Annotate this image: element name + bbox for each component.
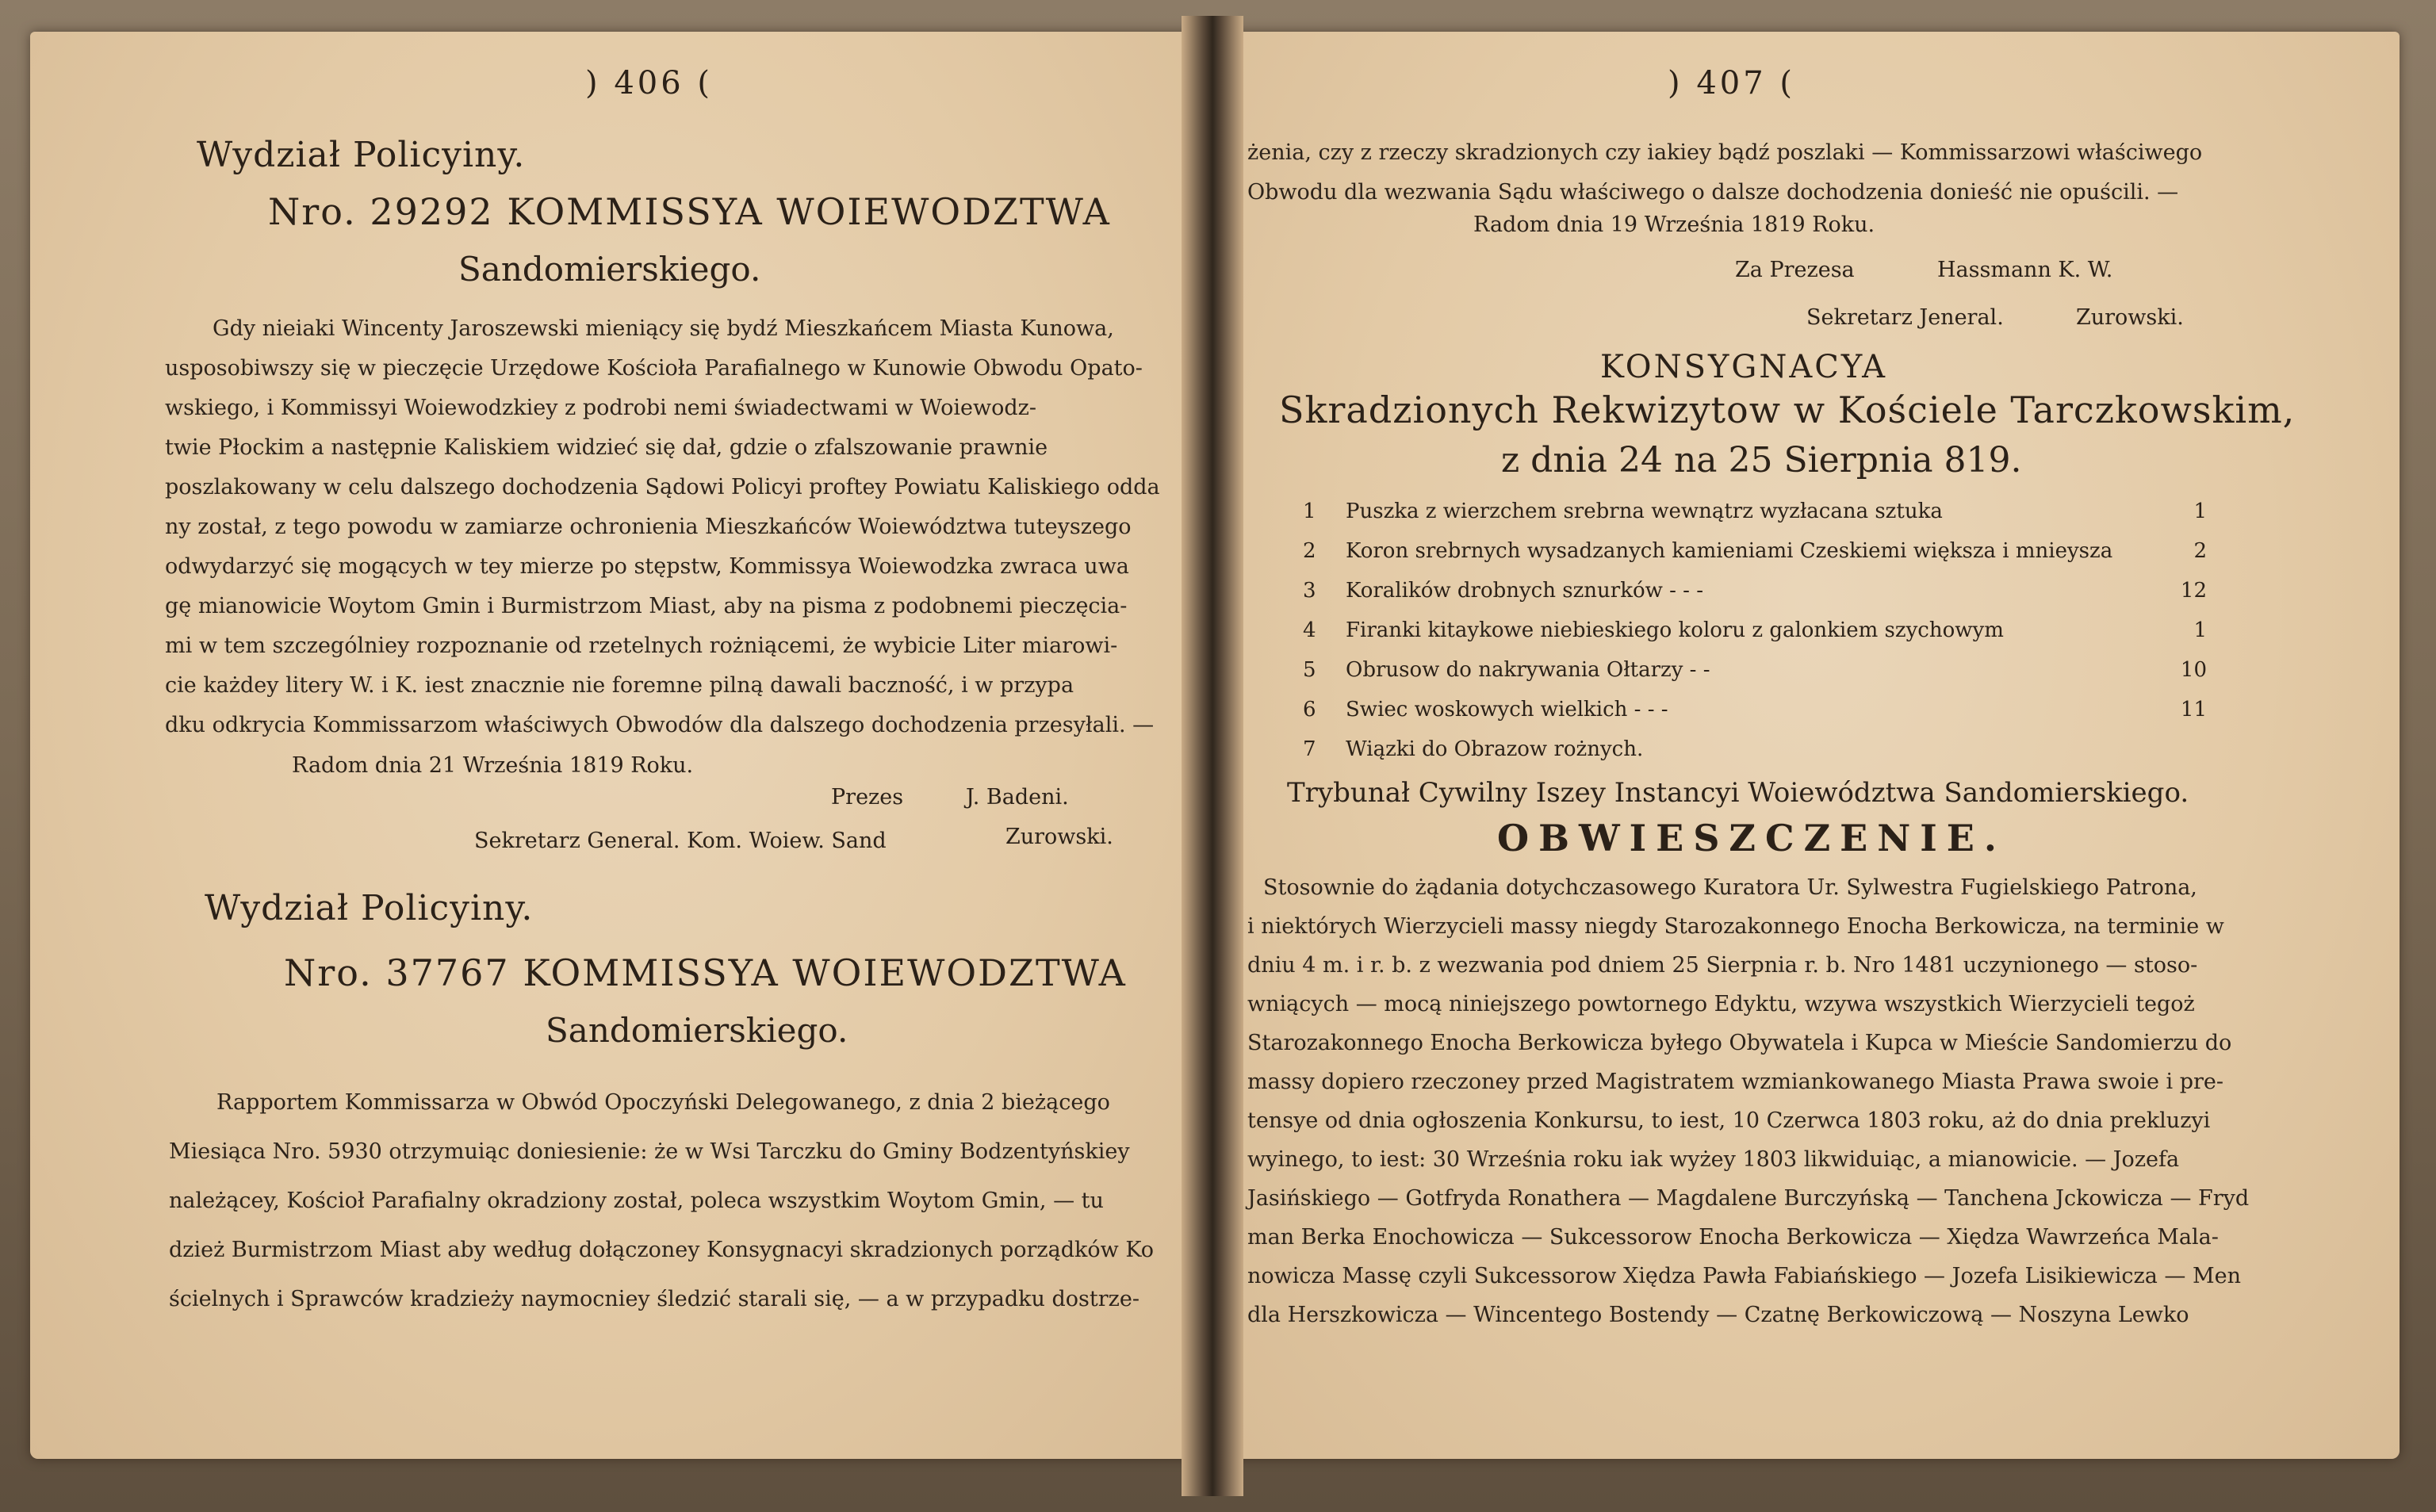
item-quantity: 11 bbox=[2180, 698, 2207, 722]
body-line: massy dopiero rzeczoney przed Magistratem wzmiankowanego Miasta Prawa swoie i pre- bbox=[1247, 1070, 2224, 1094]
list-item bbox=[1303, 500, 2207, 539]
body-line: Stosownie do żądania dotychczasowego Kuratora Ur. Sylwestra Fugielskiego Patrona, bbox=[1263, 875, 2197, 900]
secretary-name: Zurowski. bbox=[2076, 305, 2184, 330]
body-line: Miesiąca Nro. 5930 otrzymuiąc doniesienie: że w Wsi Tarczku do Gminy Bodzentyńskiey bbox=[169, 1139, 1130, 1164]
book-spine bbox=[1182, 16, 1243, 1496]
body-line: dku odkrycia Kommissarzom właściwych Obwodów dla dalszego dochodzenia przesyłali. — bbox=[165, 713, 1155, 737]
body-line: należącey, Kościoł Parafialny okradziony został, poleca wszystkim Woytom Gmin, — tu bbox=[169, 1189, 1104, 1213]
item-description: Koron srebrnych wysadzanych kamieniami Czeskiemi większa i mnieysza bbox=[1346, 539, 2113, 563]
body-line: wskiego, i Kommissyi Woiewodzkiey z podrobi nemi świadectwami w Woiewodz- bbox=[165, 396, 1036, 420]
region-heading: Sandomierskiego. bbox=[458, 250, 761, 289]
page-number: ) 406 ( bbox=[585, 65, 713, 101]
item-number: 1 bbox=[1303, 500, 1316, 523]
list-item bbox=[1303, 737, 2207, 777]
item-number: 5 bbox=[1303, 658, 1316, 682]
date-line: Radom dnia 21 Września 1819 Roku. bbox=[292, 753, 694, 778]
announcement-body bbox=[1247, 868, 2249, 1334]
body-line: cie każdey litery W. i K. iest znacznie nie foremne pilną dawali baczność, i w przypa bbox=[165, 673, 1074, 698]
item-description: Wiązki do Obrazow rożnych. bbox=[1346, 737, 1644, 761]
body-line: dzież Burmistrzom Miast aby według dołączoney Konsygnacyi skradzionych porządków Ko bbox=[169, 1238, 1155, 1262]
list-item bbox=[1303, 698, 2207, 737]
list-item bbox=[1303, 618, 2207, 658]
body-line: twie Płockim a następnie Kaliskiem widzieć się dał, gdzie o zfalszowanie prawnie bbox=[165, 435, 1048, 460]
body-line: usposobiwszy się w pieczęcie Urzędowe Kościoła Parafialnego w Kunowie Obwodu Opato- bbox=[165, 356, 1143, 381]
court-heading: Trybunał Cywilny Iszey Instancyi Woiewództwa Sandomierskiego. bbox=[1287, 777, 2189, 809]
region-heading: Sandomierskiego. bbox=[546, 1011, 848, 1050]
notice-body bbox=[165, 309, 1160, 745]
body-line: Rapportem Kommissarza w Obwód Opoczyński Delegowanego, z dnia 2 bieżącego bbox=[216, 1090, 1110, 1115]
body-line: dniu 4 m. i r. b. z wezwania pod dniem 25 Sierpnia r. b. Nro 1481 uczynionego — stoso- bbox=[1247, 953, 2198, 978]
president-name: J. Badeni. bbox=[966, 785, 1069, 810]
item-description: Puszka z wierzchem srebrna wewnątrz wyzłacana sztuka bbox=[1346, 500, 1943, 523]
right-page bbox=[1212, 32, 2400, 1459]
body-line: ny został, z tego powodu w zamiarze ochronienia Mieszkańców Woiewództwa tuteyszego bbox=[165, 515, 1132, 539]
body-line: dla Herszkowicza — Wincentego Bostendy — Czatnę Berkowiczową — Noszyna Lewko bbox=[1247, 1303, 2189, 1327]
item-number: 7 bbox=[1303, 737, 1316, 761]
items-list bbox=[1303, 500, 2207, 777]
secretary-name: Zurowski. bbox=[1005, 825, 1113, 849]
item-description: Obrusow do nakrywania Ołtarzy - - bbox=[1346, 658, 1710, 682]
list-item bbox=[1303, 539, 2207, 579]
president-label: Prezes bbox=[831, 785, 904, 810]
body-line: tensye od dnia ogłoszenia Konkursu, to iest, 10 Czerwca 1803 roku, aż do dnia prekluzyi bbox=[1247, 1108, 2211, 1133]
notice-body bbox=[169, 1078, 1154, 1324]
signatory-name: Hassmann K. W. bbox=[1937, 258, 2113, 282]
body-line: gę mianowicie Woytom Gmin i Burmistrzom Miast, aby na pisma z podobnemi pieczęcia- bbox=[165, 594, 1128, 618]
notice-number: Nro. 37767 KOMMISSYA WOIEWODZTWA bbox=[284, 951, 1127, 994]
announcement-title: OBWIESZCZENIE. bbox=[1497, 817, 2006, 859]
department-heading: Wydział Policyiny. bbox=[205, 888, 534, 928]
left-page bbox=[30, 32, 1204, 1459]
consignment-subtitle: Skradzionych Rekwizytow w Kościele Tarczkowskim, bbox=[1279, 389, 2296, 431]
for-president: Za Prezesa bbox=[1735, 258, 1855, 282]
list-item bbox=[1303, 658, 2207, 698]
page-number: ) 407 ( bbox=[1668, 65, 1795, 101]
secretary-line: Sekretarz General. Kom. Woiew. Sand bbox=[474, 829, 887, 853]
body-line: i niektórych Wierzycieli massy niegdy Starozakonnego Enocha Berkowicza, na terminie w bbox=[1247, 914, 2224, 939]
item-number: 6 bbox=[1303, 698, 1316, 722]
body-line: poszlakowany w celu dalszego dochodzenia Sądowi Policyi proftey Powiatu Kaliskiego oddа bbox=[165, 475, 1160, 500]
item-number: 3 bbox=[1303, 579, 1316, 603]
list-item bbox=[1303, 579, 2207, 618]
consignment-date: z dnia 24 na 25 Sierpnia 819. bbox=[1501, 440, 2022, 480]
item-quantity: 12 bbox=[2180, 579, 2207, 603]
body-line: man Berka Enochowicza — Sukcessorow Enocha Berkowicza — Xiędza Wawrzeńca Mala- bbox=[1247, 1225, 2219, 1250]
body-line: wyinego, to iest: 30 Września roku iak wyżey 1803 likwiduiąc, a mianowicie. — Jozefa bbox=[1247, 1147, 2180, 1172]
secretary-label: Sekretarz Jeneral. bbox=[1806, 305, 2004, 330]
item-description: Koralików drobnych sznurków - - - bbox=[1346, 579, 1704, 603]
body-line: odwydarzyć się mogących w tey mierze po stępstw, Kommissya Woiewodzka zwraca uwa bbox=[165, 554, 1129, 579]
body-line: Starozakonnego Enocha Berkowicza byłego Obywatela i Kupca w Mieście Sandomierzu do bbox=[1247, 1031, 2232, 1055]
body-line: Jasińskiego — Gotfryda Ronathera — Magdalene Burczyńską — Tanchena Jckowicza — Fryd bbox=[1247, 1186, 2250, 1211]
item-quantity: 1 bbox=[2193, 500, 2207, 523]
department-heading: Wydział Policyiny. bbox=[197, 135, 526, 175]
item-quantity: 2 bbox=[2193, 539, 2207, 563]
body-line: mi w tem szczególniey rozpoznanie od rzetelnych rożniącemi, że wybicie Liter miarowi- bbox=[165, 634, 1118, 658]
body-line: Gdy nieiaki Wincenty Jaroszewski mieniący się bydź Mieszkańcem Miasta Kunowa, bbox=[213, 316, 1114, 341]
item-number: 2 bbox=[1303, 539, 1316, 563]
body-line: żenia, czy z rzeczy skradzionych czy iakiey bądź poszlaki — Kommissarzowi właściwego bbox=[1247, 140, 2203, 165]
body-line: nowicza Massę czyli Sukcessorow Xiędza Pawła Fabiańskiego — Jozefa Lisikiewicza — Men bbox=[1247, 1264, 2241, 1288]
body-line: Obwodu dla wezwania Sądu właściwego o dalsze dochodzenia donieść nie opuścili. — bbox=[1247, 180, 2179, 205]
item-quantity: 10 bbox=[2180, 658, 2207, 682]
consignment-title: KONSYGNACYA bbox=[1600, 349, 1888, 385]
body-line: ścielnych i Sprawców kradzieży naymocniey śledzić starali się, — a w przypadku dostrze- bbox=[169, 1287, 1139, 1311]
item-number: 4 bbox=[1303, 618, 1316, 642]
item-quantity: 1 bbox=[2193, 618, 2207, 642]
continuation-text bbox=[1247, 133, 2202, 212]
body-line: wniących — mocą niniejszego powtornego Edyktu, wzywa wszystkich Wierzycieli tegoż bbox=[1247, 992, 2195, 1016]
date-line: Radom dnia 19 Września 1819 Roku. bbox=[1473, 212, 1875, 237]
item-description: Firanki kitaykowe niebieskiego koloru z galonkiem szychowym bbox=[1346, 618, 2004, 642]
notice-number: Nro. 29292 KOMMISSYA WOIEWODZTWA bbox=[268, 190, 1111, 233]
item-description: Swiec woskowych wielkich - - - bbox=[1346, 698, 1668, 722]
